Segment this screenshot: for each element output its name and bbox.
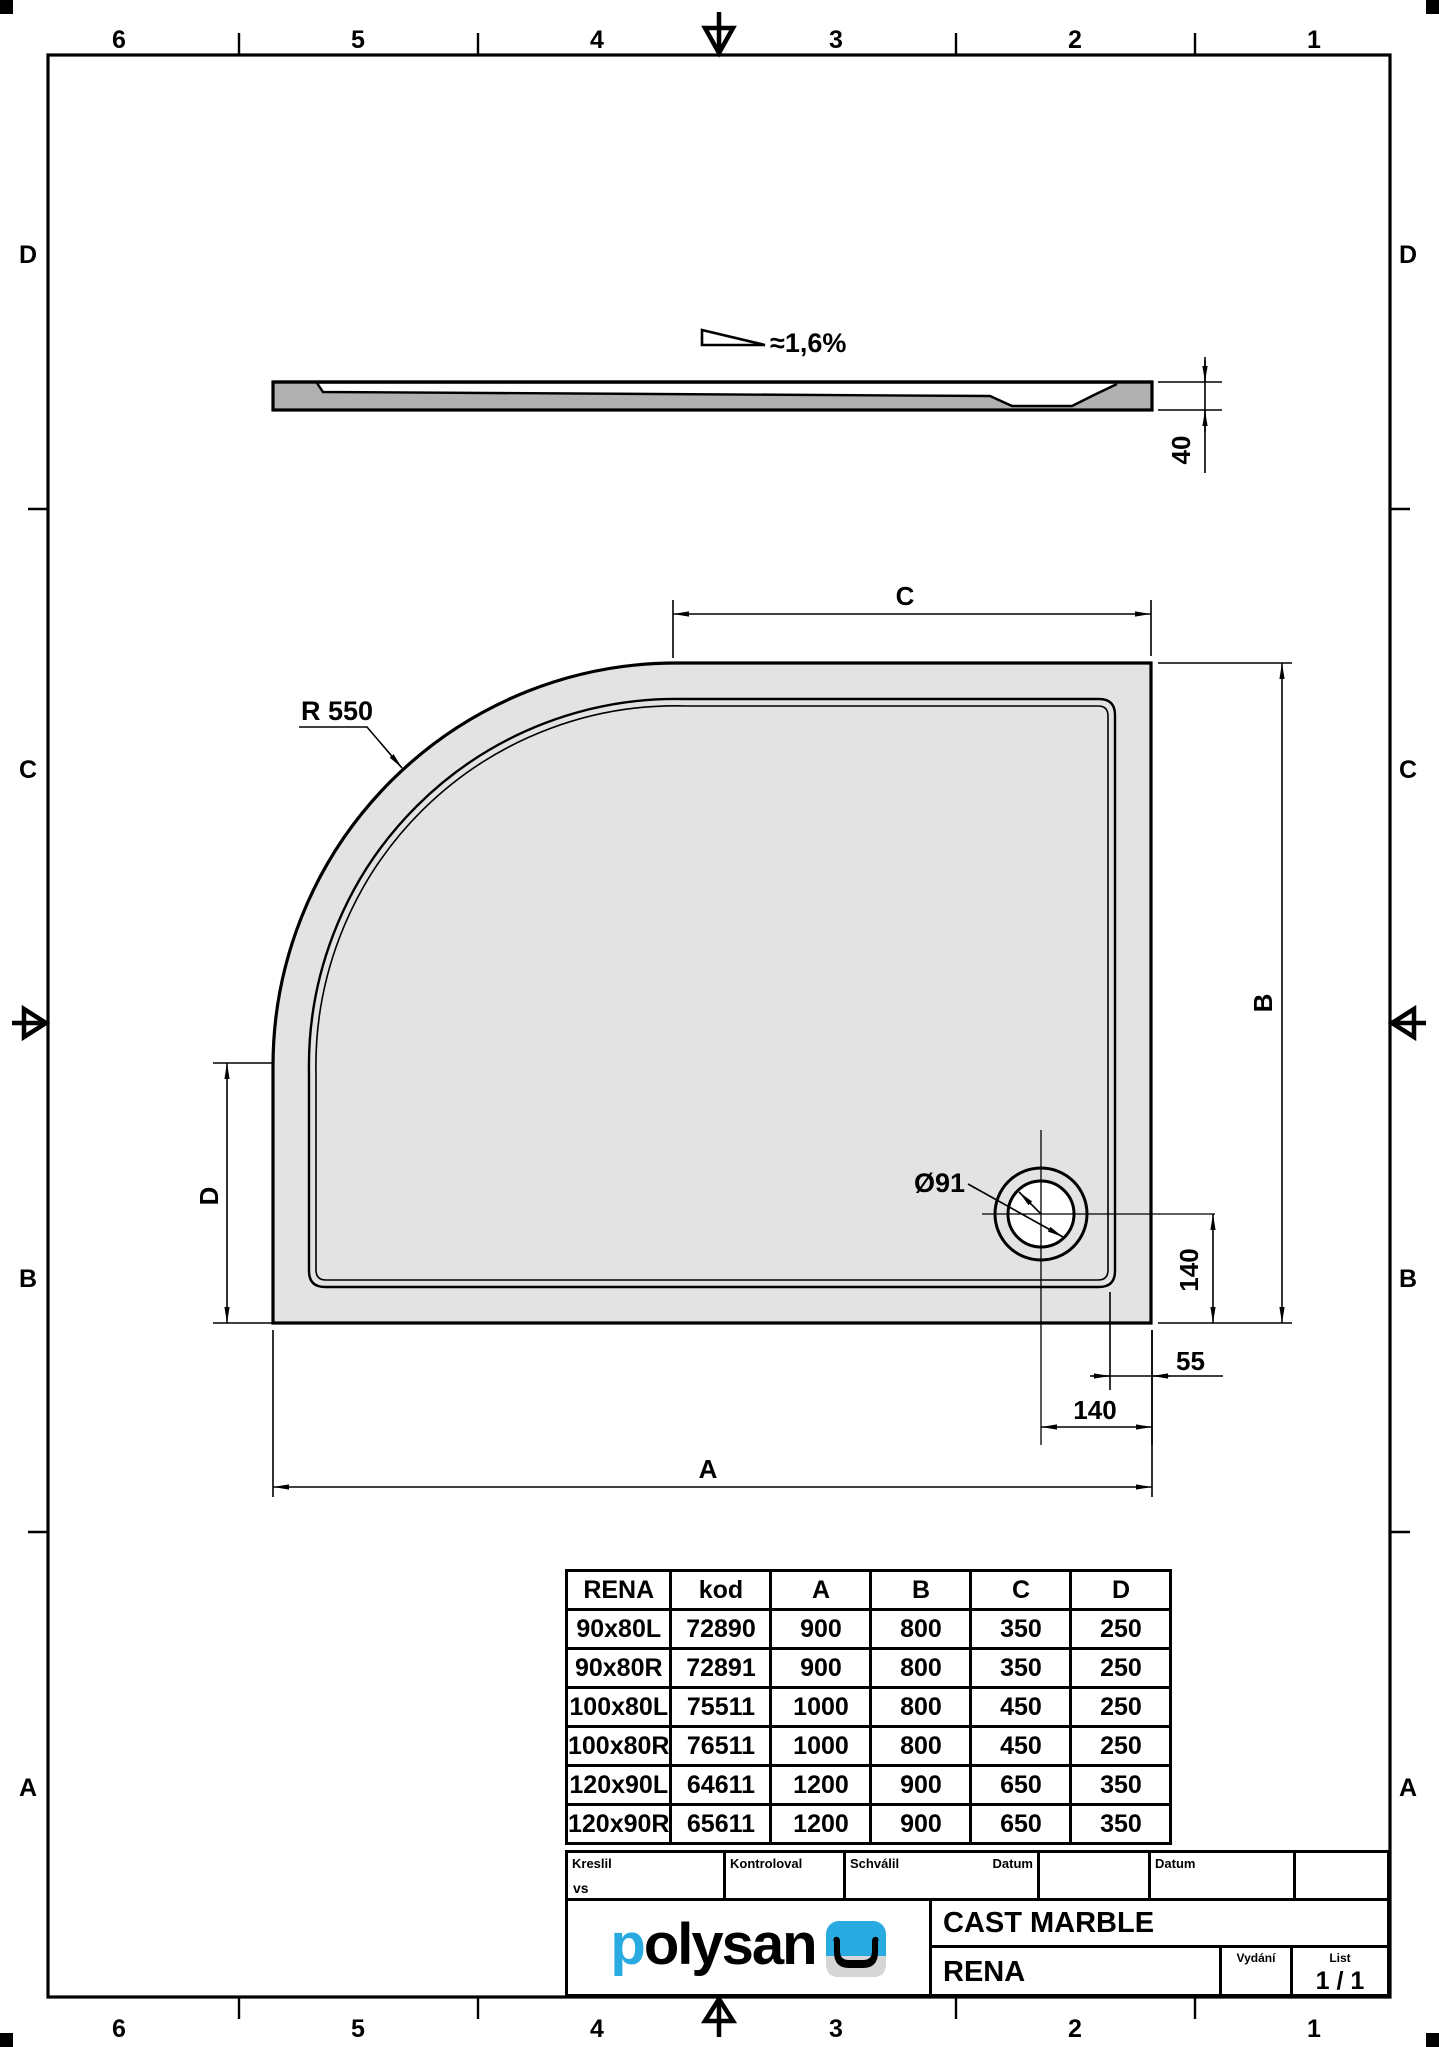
drain-dim-label: Ø91 [914,1168,966,1198]
table-header-cell: A [771,1571,871,1610]
table-cell: 350 [1071,1805,1171,1844]
center-marker-bottom [705,1999,733,2037]
schvalil-cell [846,1853,1040,1898]
dim-c-label: C [895,581,915,611]
table-header-cell: RENA [567,1571,671,1610]
product-label: RENA [943,1956,1026,1988]
zone-number: 6 [112,2015,126,2043]
center-marker-left [12,1009,46,1037]
table-row [567,1610,1171,1649]
table-cell: 90x80R [567,1649,671,1688]
table-cell: 350 [971,1610,1071,1649]
product-field [932,1948,1222,1997]
schvalil-label: Schválil [850,1856,900,1871]
table-cell: 76511 [671,1727,771,1766]
zone-letter: D [1398,241,1418,269]
list-value: 1 / 1 [1315,1967,1365,1995]
table-cell: 800 [871,1688,971,1727]
plan-view [194,581,1292,1497]
center-marker-top [705,12,733,53]
table-cell: 90x80L [567,1610,671,1649]
table-cell: 1000 [771,1727,871,1766]
table-cell: 75511 [671,1688,771,1727]
center-marker-right [1392,1009,1426,1037]
table-row [567,1688,1171,1727]
table-header-cell: D [1071,1571,1171,1610]
table-cell: 1200 [771,1766,871,1805]
logo-letter-p: p [610,1912,644,1977]
zone-letter: A [18,1774,38,1802]
dim-140-horizontal [1041,1395,1152,1427]
table-cell: 120x90L [567,1766,671,1805]
table-row [567,1649,1171,1688]
zone-number: 4 [590,26,604,54]
dim-b [1158,663,1292,1323]
dim-a [273,1330,1152,1497]
table-cell: 450 [971,1688,1071,1727]
zone-number: 2 [1068,2015,1082,2043]
zone-letter: C [1398,756,1418,784]
table-cell: 900 [771,1649,871,1688]
kreslil-value: vs [573,1880,589,1896]
size-table-body [567,1610,1171,1844]
polysan-logo-wordmark [610,1912,816,1977]
dim-140v-label: 140 [1174,1248,1204,1292]
datum-label: Datum [1155,1856,1196,1871]
table-cell: 650 [971,1766,1071,1805]
dim-a-label: A [698,1454,718,1484]
corner-mark [0,0,13,14]
table-cell: 900 [871,1766,971,1805]
dim-c [673,581,1151,658]
dim-40 [1158,357,1222,473]
zone-number: 4 [590,2015,604,2043]
zone-letter: B [18,1265,38,1293]
slope-symbol [702,328,846,358]
table-cell: 64611 [671,1766,771,1805]
dim-55-label: 55 [1176,1346,1205,1376]
zone-number: 5 [351,26,365,54]
table-cell: 250 [1071,1688,1171,1727]
corner-mark [1426,2033,1439,2047]
table-cell: 800 [871,1649,971,1688]
kontroloval-cell [726,1853,846,1898]
table-cell: 800 [871,1727,971,1766]
table-cell: 100x80R [567,1727,671,1766]
table-header-cell: kod [671,1571,771,1610]
logo-letters-rest: olysan [643,1912,816,1977]
zone-letter: C [18,756,38,784]
zone-letter: D [18,241,38,269]
list-label: List [1329,1951,1351,1965]
zone-number: 1 [1307,2015,1321,2043]
title-block-bottom-row [932,1948,1387,1997]
size-table [565,1569,1172,1845]
zone-number: 1 [1307,26,1321,54]
table-cell: 72891 [671,1649,771,1688]
zone-letter: B [1398,1265,1418,1293]
table-cell: 120x90R [567,1805,671,1844]
table-cell: 250 [1071,1610,1171,1649]
empty-cell [1040,1853,1151,1898]
radius-callout [299,696,402,768]
table-cell: 1200 [771,1805,871,1844]
section-view [273,328,1222,473]
title-block-right [932,1901,1387,1997]
corner-mark [0,2033,13,2047]
list-field [1293,1948,1387,1997]
table-cell: 650 [971,1805,1071,1844]
title-block-signature-row [568,1853,1387,1901]
kreslil-cell [568,1853,726,1898]
datum-cell [1151,1853,1296,1898]
datum-label: Datum [992,1856,1033,1871]
dim-140-vertical [1174,1214,1213,1323]
polysan-tub-icon [825,1920,887,1978]
kreslil-label: Kreslil [572,1856,612,1871]
table-cell: 450 [971,1727,1071,1766]
thickness-dim-label: 40 [1166,435,1196,465]
dim-140h-label: 140 [1073,1395,1117,1425]
table-cell: 350 [971,1649,1071,1688]
zone-number: 5 [351,2015,365,2043]
empty-cell [1296,1853,1387,1898]
table-cell: 72890 [671,1610,771,1649]
table-cell: 250 [1071,1649,1171,1688]
table-row [567,1727,1171,1766]
slope-label: ≈1,6% [770,328,847,358]
title-block [565,1850,1390,1997]
table-row [567,1766,1171,1805]
table-cell: 100x80L [567,1688,671,1727]
title-block-main-row [568,1901,1387,1997]
table-cell: 900 [871,1805,971,1844]
table-cell: 1000 [771,1688,871,1727]
table-header-cell: C [971,1571,1071,1610]
corner-mark [1426,0,1439,14]
radius-label: R 550 [301,696,374,726]
vydani-field [1222,1948,1293,1997]
zone-letter: A [1398,1774,1418,1802]
logo-cell [568,1901,932,1997]
table-cell: 900 [771,1610,871,1649]
table-row [567,1805,1171,1844]
table-cell: 800 [871,1610,971,1649]
dim-d [194,1063,273,1323]
vydani-label: Vydání [1236,1951,1276,1965]
table-cell: 65611 [671,1805,771,1844]
zone-number: 6 [112,26,126,54]
table-cell: 250 [1071,1727,1171,1766]
zone-number: 3 [829,26,843,54]
material-field [932,1901,1387,1948]
table-cell: 350 [1071,1766,1171,1805]
dim-b-label: B [1248,993,1278,1013]
table-header-cell: B [871,1571,971,1610]
table-header-row [567,1571,1171,1610]
zone-number: 3 [829,2015,843,2043]
dim-d-label: D [194,1186,224,1206]
kontroloval-label: Kontroloval [730,1856,803,1871]
material-label: CAST MARBLE [943,1906,1155,1939]
size-table-head [567,1571,1171,1610]
zone-number: 2 [1068,26,1082,54]
